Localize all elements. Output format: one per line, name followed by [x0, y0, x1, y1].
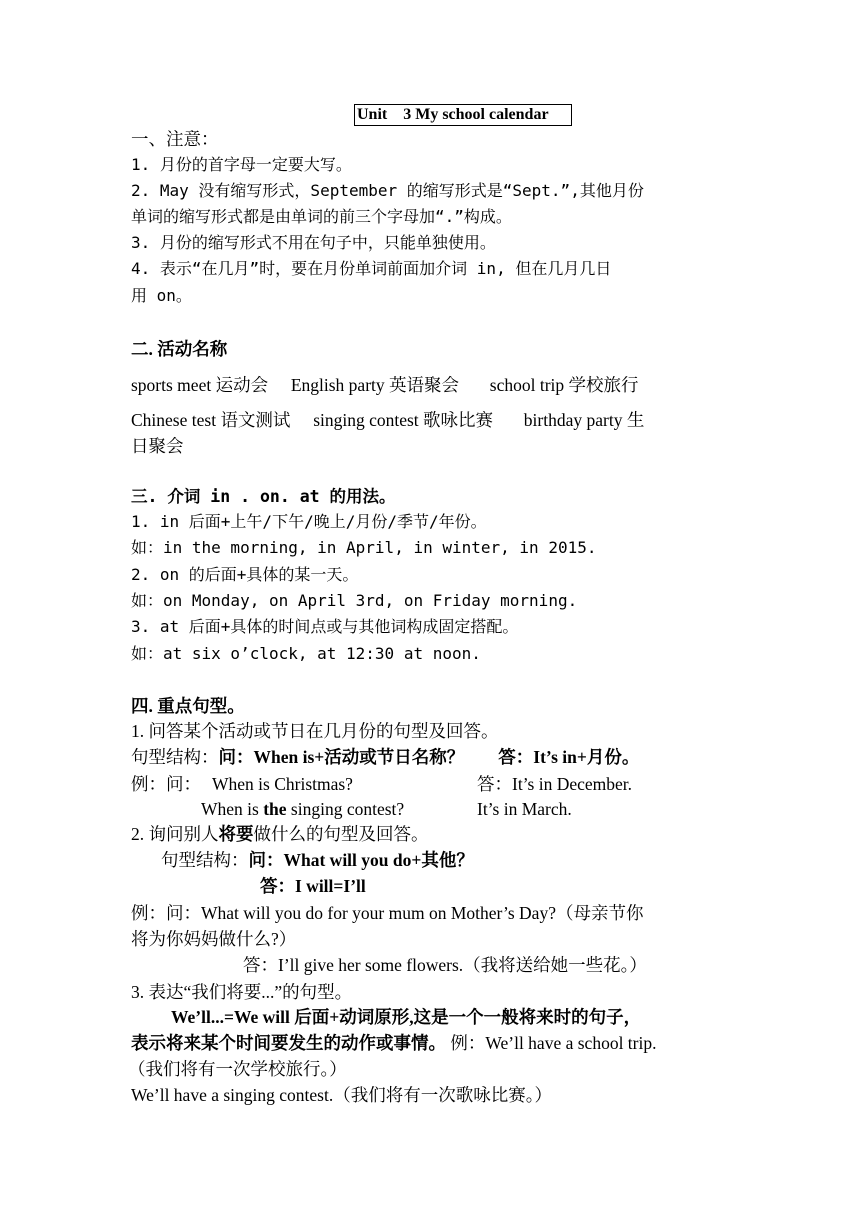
structure-question: 问：What will you do+其他？ — [248, 850, 474, 870]
prep-line: 3. at 后面+具体的时间点或与其他词构成固定搭配。 — [131, 617, 519, 636]
note-line: 用 on。 — [131, 286, 192, 305]
example-answer: It’s in March. — [477, 799, 572, 819]
key-text: 做什么的句型及回答。 — [253, 824, 429, 844]
example-answer: 答：It’s in December. — [477, 774, 633, 794]
document-title: Unit 3 My school calendar — [354, 104, 572, 126]
prep-line: 1. in 后面+上午/下午/晚上/月份/季节/年份。 — [131, 512, 487, 531]
structure-label: 句型结构： — [131, 747, 219, 767]
key-line: 3. 表达“我们将要...”的句型。 — [131, 982, 353, 1002]
note-line: 2. May 没有缩写形式，September 的缩写形式是“Sept.”,其他月份 — [131, 181, 644, 200]
key-text: 2. 询问别人 — [131, 824, 219, 844]
structure-answer: 答：It’s in+月份。 — [498, 747, 640, 767]
note-line: 1. 月份的首字母一定要大写。 — [131, 155, 352, 174]
prep-line: 如：in the morning, in April, in winter, in 2015. — [131, 538, 597, 557]
activity-row — [131, 374, 639, 396]
activity-zh: 语文测试 — [220, 410, 291, 430]
key-line: 1. 问答某个活动或节日在几月份的句型及回答。 — [131, 721, 499, 741]
activity-row-continued: 日聚会 — [131, 436, 184, 456]
activity-row — [131, 409, 644, 431]
activity-en: birthday party — [523, 410, 623, 430]
activity-en: English party — [290, 375, 385, 395]
key-example: 例：We’ll have a school trip. — [446, 1033, 657, 1053]
activity-zh: 学校旅行 — [568, 375, 639, 395]
activity-zh: 运动会 — [215, 375, 269, 395]
prep-line: 如：at six o’clock, at 12:30 at noon. — [131, 644, 481, 663]
activity-en: singing contest — [313, 410, 419, 430]
structure-question: 问：When is+活动或节日名称？ — [218, 747, 465, 767]
key-bold-line: We’ll...=We will 后面+动词原形,这是一个一般将来时的句子， — [171, 1007, 642, 1027]
key-heading: 四. 重点句型。 — [131, 696, 245, 716]
prep-line: 如：on Monday, on April 3rd, on Friday morning. — [131, 591, 578, 610]
note-line: 3. 月份的缩写形式不用在句子中，只能单独使用。 — [131, 233, 496, 252]
activity-zh: 英语聚会 — [389, 375, 460, 395]
activity-zh: 歌咏比赛 — [423, 410, 494, 430]
example-line: 例：问：What will you do for your mum on Mother’s Day?（母亲节你 — [131, 903, 644, 923]
key-line: （我们将有一次学校旅行。） — [128, 1059, 347, 1079]
example-question — [201, 798, 404, 820]
structure-answer: 答：I will=I’ll — [260, 876, 366, 896]
key-line — [131, 823, 429, 845]
example-bold: the — [263, 799, 287, 819]
activity-zh: 生 — [626, 410, 645, 430]
note-line: 4. 表示“在几月”时，要在月份单词前面加介词 in, 但在几月几日 — [131, 259, 612, 278]
activity-en: Chinese test — [131, 410, 217, 430]
example-answer: 答：I’ll give her some flowers.（我将送给她一些花。） — [243, 955, 647, 975]
note-line: 单词的缩写形式都是由单词的前三个字母加“.”构成。 — [131, 207, 512, 226]
key-structure-2 — [161, 849, 474, 871]
example-label: 例：问： — [131, 774, 201, 794]
example-text: singing contest? — [286, 799, 405, 819]
notes-heading: 一、注意： — [131, 129, 219, 149]
structure-label: 句型结构： — [161, 850, 249, 870]
example-line: 将为你妈妈做什么?） — [131, 929, 297, 949]
key-bold: 将要 — [218, 824, 254, 844]
prep-line: 2. on 的后面+具体的某一天。 — [131, 565, 359, 584]
prep-heading: 三. 介词 in . on. at 的用法。 — [131, 487, 396, 506]
key-structure-1 — [131, 746, 639, 768]
key-line: We’ll have a singing contest.（我们将有一次歌咏比赛。） — [131, 1085, 552, 1105]
activity-en: school trip — [489, 375, 565, 395]
key-line — [131, 1032, 656, 1054]
activity-en: sports meet — [131, 375, 212, 395]
activities-heading: 二. 活动名称 — [131, 339, 228, 359]
example-question: When is Christmas? — [212, 774, 353, 794]
example-text: When is — [201, 799, 264, 819]
key-bold: 表示将来某个时间要发生的动作或事情。 — [131, 1033, 446, 1053]
